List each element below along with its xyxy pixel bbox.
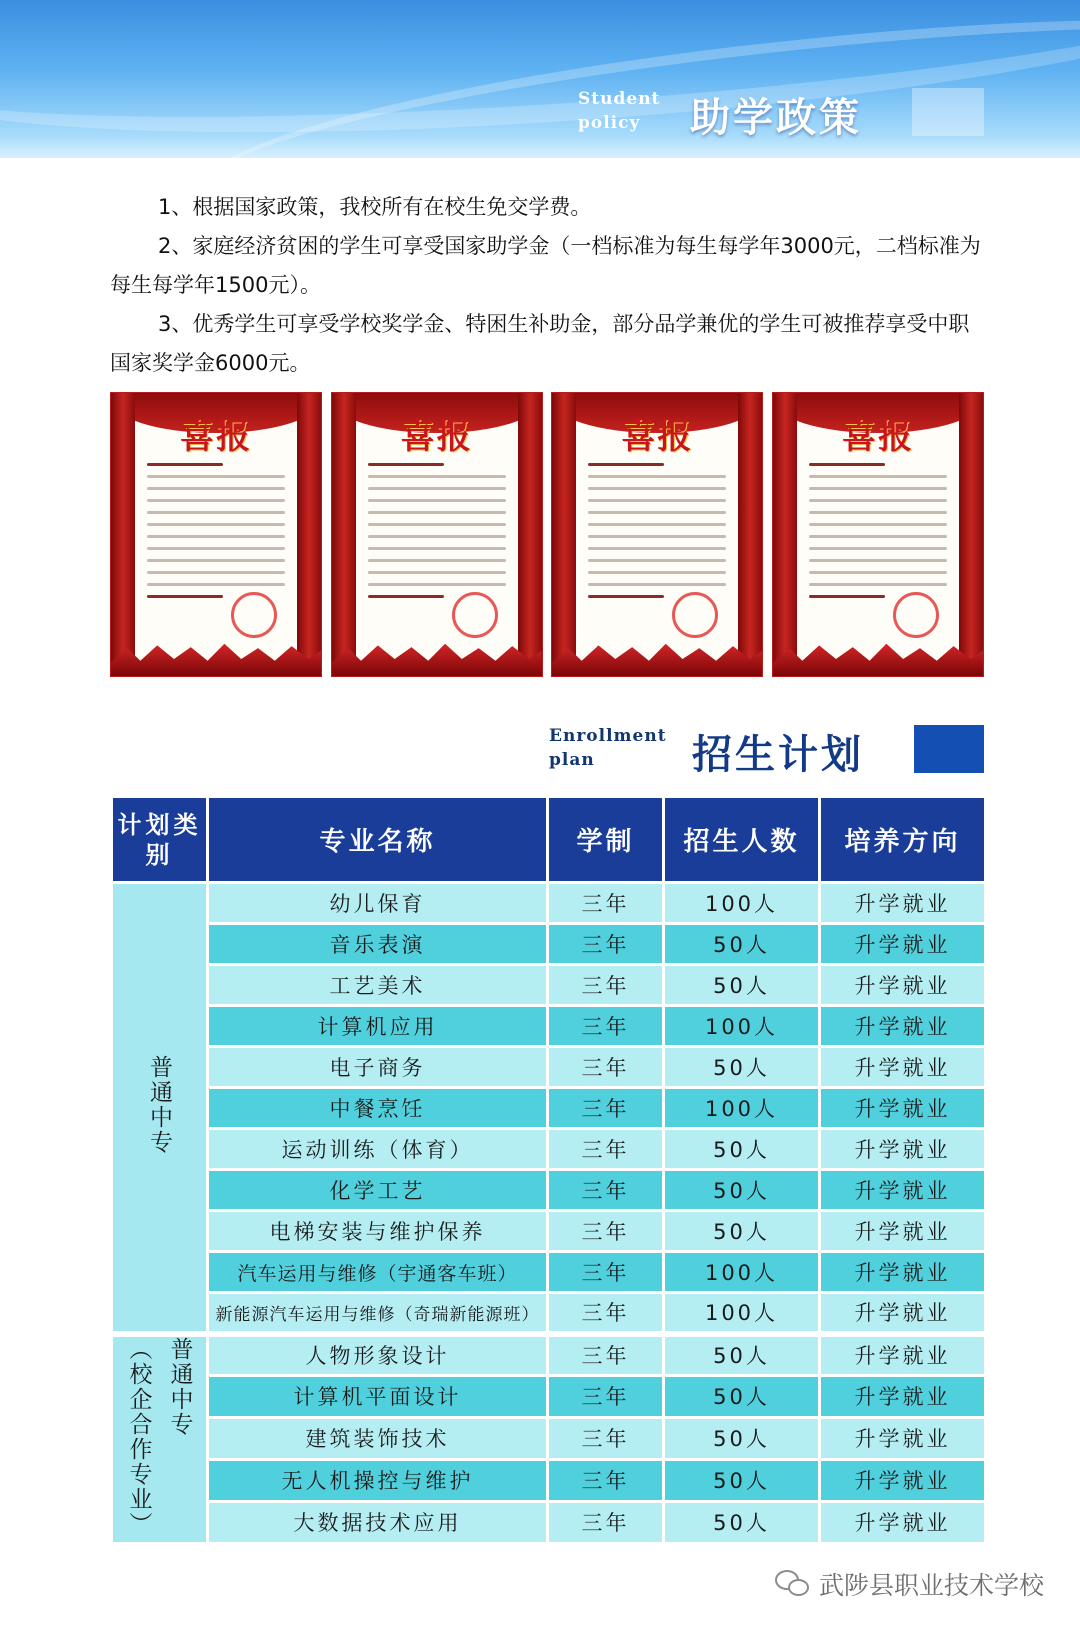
- wechat-icon: [775, 1570, 811, 1598]
- category-cell: [112, 883, 208, 1334]
- direction-cell: 升学就业: [820, 1501, 986, 1543]
- count-cell: 100人: [664, 1293, 820, 1334]
- duration-cell: 三年: [548, 1334, 664, 1376]
- direction-cell: 升学就业: [820, 1293, 986, 1334]
- duration-cell: 三年: [548, 1006, 664, 1047]
- certificate-image: [331, 392, 543, 677]
- count-cell: 50人: [664, 1129, 820, 1170]
- major-cell: 幼儿保育: [208, 883, 548, 924]
- count-cell: 50人: [664, 924, 820, 965]
- enrollment-title-en: [549, 724, 667, 772]
- table-row: [112, 1170, 986, 1211]
- column-header-count: 招生人数: [664, 797, 820, 883]
- major-cell: 音乐表演: [208, 924, 548, 965]
- table-row: [112, 883, 986, 924]
- duration-cell: 三年: [548, 1501, 664, 1543]
- heading-square: [914, 725, 984, 773]
- seal-stamp: [452, 592, 498, 638]
- policy-title-en: [578, 87, 660, 135]
- major-cell: 电梯安装与维护保养: [208, 1211, 548, 1252]
- certificate-image: [772, 392, 984, 677]
- category-label: 普通中专: [146, 1054, 172, 1155]
- count-cell: 100人: [664, 1088, 820, 1129]
- column-header-direction: 培养方向: [820, 797, 986, 883]
- major-cell: 计算机平面设计: [208, 1375, 548, 1417]
- direction-cell: 升学就业: [820, 924, 986, 965]
- category-sublabel: （校企合作专业）: [125, 1336, 152, 1537]
- duration-cell: 三年: [548, 1088, 664, 1129]
- duration-cell: 三年: [548, 1375, 664, 1417]
- duration-cell: 三年: [548, 1252, 664, 1293]
- enrollment-title-en-line2: plan: [549, 750, 595, 770]
- certificate-body-lines: [588, 463, 726, 607]
- certificate-title: 喜报: [841, 417, 914, 457]
- table-row: [112, 1334, 986, 1376]
- seal-stamp: [672, 592, 718, 638]
- header-banner: [0, 0, 1080, 158]
- direction-cell: 升学就业: [820, 1375, 986, 1417]
- count-cell: 50人: [664, 1375, 820, 1417]
- certificate-image: [110, 392, 322, 677]
- count-cell: 50人: [664, 1459, 820, 1501]
- certificate-title: 喜报: [180, 417, 252, 457]
- duration-cell: 三年: [548, 1293, 664, 1334]
- column-header-major: 专业名称: [208, 797, 548, 883]
- enrollment-title-en-line1: Enrollment: [549, 726, 667, 746]
- duration-cell: 三年: [548, 883, 664, 924]
- table-header-row: [112, 797, 986, 883]
- table-row: [112, 1088, 986, 1129]
- table-row: [112, 924, 986, 965]
- category-label: 普通中专: [166, 1336, 193, 1437]
- major-cell: 工艺美术: [208, 965, 548, 1006]
- direction-cell: 升学就业: [820, 1459, 986, 1501]
- count-cell: 50人: [664, 1501, 820, 1543]
- major-cell: 建筑装饰技术: [208, 1417, 548, 1459]
- duration-cell: 三年: [548, 1129, 664, 1170]
- duration-cell: 三年: [548, 1170, 664, 1211]
- certificate-gallery: [110, 392, 984, 677]
- certificate-body-lines: [147, 463, 285, 607]
- direction-cell: 升学就业: [820, 1088, 986, 1129]
- direction-cell: 升学就业: [820, 1252, 986, 1293]
- policy-paragraph: 3、优秀学生可享受学校奖学金、特困生补助金，部分品学兼优的学生可被推荐享受中职国家奖学金6000元。: [110, 312, 970, 375]
- count-cell: 100人: [664, 1006, 820, 1047]
- direction-cell: 升学就业: [820, 1417, 986, 1459]
- policy-title: 助学政策: [690, 95, 862, 141]
- table-row: [112, 1501, 986, 1543]
- major-cell: 计算机应用: [208, 1006, 548, 1047]
- certificate-title: 喜报: [621, 417, 694, 457]
- major-cell: 新能源汽车运用与维修（奇瑞新能源班）: [208, 1293, 548, 1334]
- direction-cell: 升学就业: [820, 1334, 986, 1376]
- certificate-image: [551, 392, 763, 677]
- table-row: [112, 1129, 986, 1170]
- category-cell: [112, 1334, 208, 1544]
- duration-cell: 三年: [548, 1459, 664, 1501]
- crowd-silhouette: [332, 642, 542, 676]
- major-cell: 大数据技术应用: [208, 1501, 548, 1543]
- major-cell: 人物形象设计: [208, 1334, 548, 1376]
- major-cell: 汽车运用与维修（宇通客车班）: [208, 1252, 548, 1293]
- policy-body: [110, 188, 990, 383]
- duration-cell: 三年: [548, 1211, 664, 1252]
- crowd-silhouette: [552, 642, 762, 676]
- column-header-duration: 学制: [548, 797, 664, 883]
- certificate-title: 喜报: [400, 417, 473, 457]
- table-row: [112, 1006, 986, 1047]
- table-row: [112, 1211, 986, 1252]
- count-cell: 50人: [664, 1417, 820, 1459]
- direction-cell: 升学就业: [820, 1170, 986, 1211]
- enrollment-table: [110, 795, 987, 1545]
- direction-cell: 升学就业: [820, 1047, 986, 1088]
- seal-stamp: [893, 592, 939, 638]
- count-cell: 50人: [664, 1047, 820, 1088]
- count-cell: 100人: [664, 1252, 820, 1293]
- direction-cell: 升学就业: [820, 965, 986, 1006]
- table-row: [112, 965, 986, 1006]
- major-cell: 电子商务: [208, 1047, 548, 1088]
- enrollment-title: 招生计划: [692, 732, 864, 778]
- direction-cell: 升学就业: [820, 1211, 986, 1252]
- table-row: [112, 1047, 986, 1088]
- wechat-watermark: [775, 1566, 1044, 1602]
- table-row: [112, 1417, 986, 1459]
- crowd-silhouette: [111, 642, 321, 676]
- policy-title-en-line2: policy: [578, 113, 641, 133]
- direction-cell: 升学就业: [820, 1129, 986, 1170]
- banner-square: [912, 88, 984, 136]
- count-cell: 50人: [664, 1170, 820, 1211]
- major-cell: 运动训练（体育）: [208, 1129, 548, 1170]
- crowd-silhouette: [773, 642, 983, 676]
- table-row: [112, 1375, 986, 1417]
- count-cell: 50人: [664, 1211, 820, 1252]
- policy-title-en-line1: Student: [578, 89, 661, 109]
- column-header-category: 计划类别: [112, 797, 208, 883]
- duration-cell: 三年: [548, 1417, 664, 1459]
- table-row: [112, 1459, 986, 1501]
- direction-cell: 升学就业: [820, 883, 986, 924]
- table-row: [112, 1252, 986, 1293]
- major-cell: 化学工艺: [208, 1170, 548, 1211]
- direction-cell: 升学就业: [820, 1006, 986, 1047]
- table-body: [112, 883, 986, 1544]
- watermark-text: 武陟县职业技术学校: [818, 1571, 1044, 1600]
- certificate-body-lines: [368, 463, 506, 607]
- major-cell: 中餐烹饪: [208, 1088, 548, 1129]
- duration-cell: 三年: [548, 1047, 664, 1088]
- table-row: [112, 1293, 986, 1334]
- duration-cell: 三年: [548, 965, 664, 1006]
- certificate-body-lines: [809, 463, 947, 607]
- count-cell: 100人: [664, 883, 820, 924]
- seal-stamp: [231, 592, 277, 638]
- major-cell: 无人机操控与维护: [208, 1459, 548, 1501]
- count-cell: 50人: [664, 1334, 820, 1376]
- policy-paragraph: 2、家庭经济贫困的学生可享受国家助学金（一档标准为每生每学年3000元，二档标准为每生每学年1500元）。: [110, 234, 981, 297]
- policy-paragraph: 1、根据国家政策，我校所有在校生免交学费。: [158, 195, 592, 219]
- count-cell: 50人: [664, 965, 820, 1006]
- duration-cell: 三年: [548, 924, 664, 965]
